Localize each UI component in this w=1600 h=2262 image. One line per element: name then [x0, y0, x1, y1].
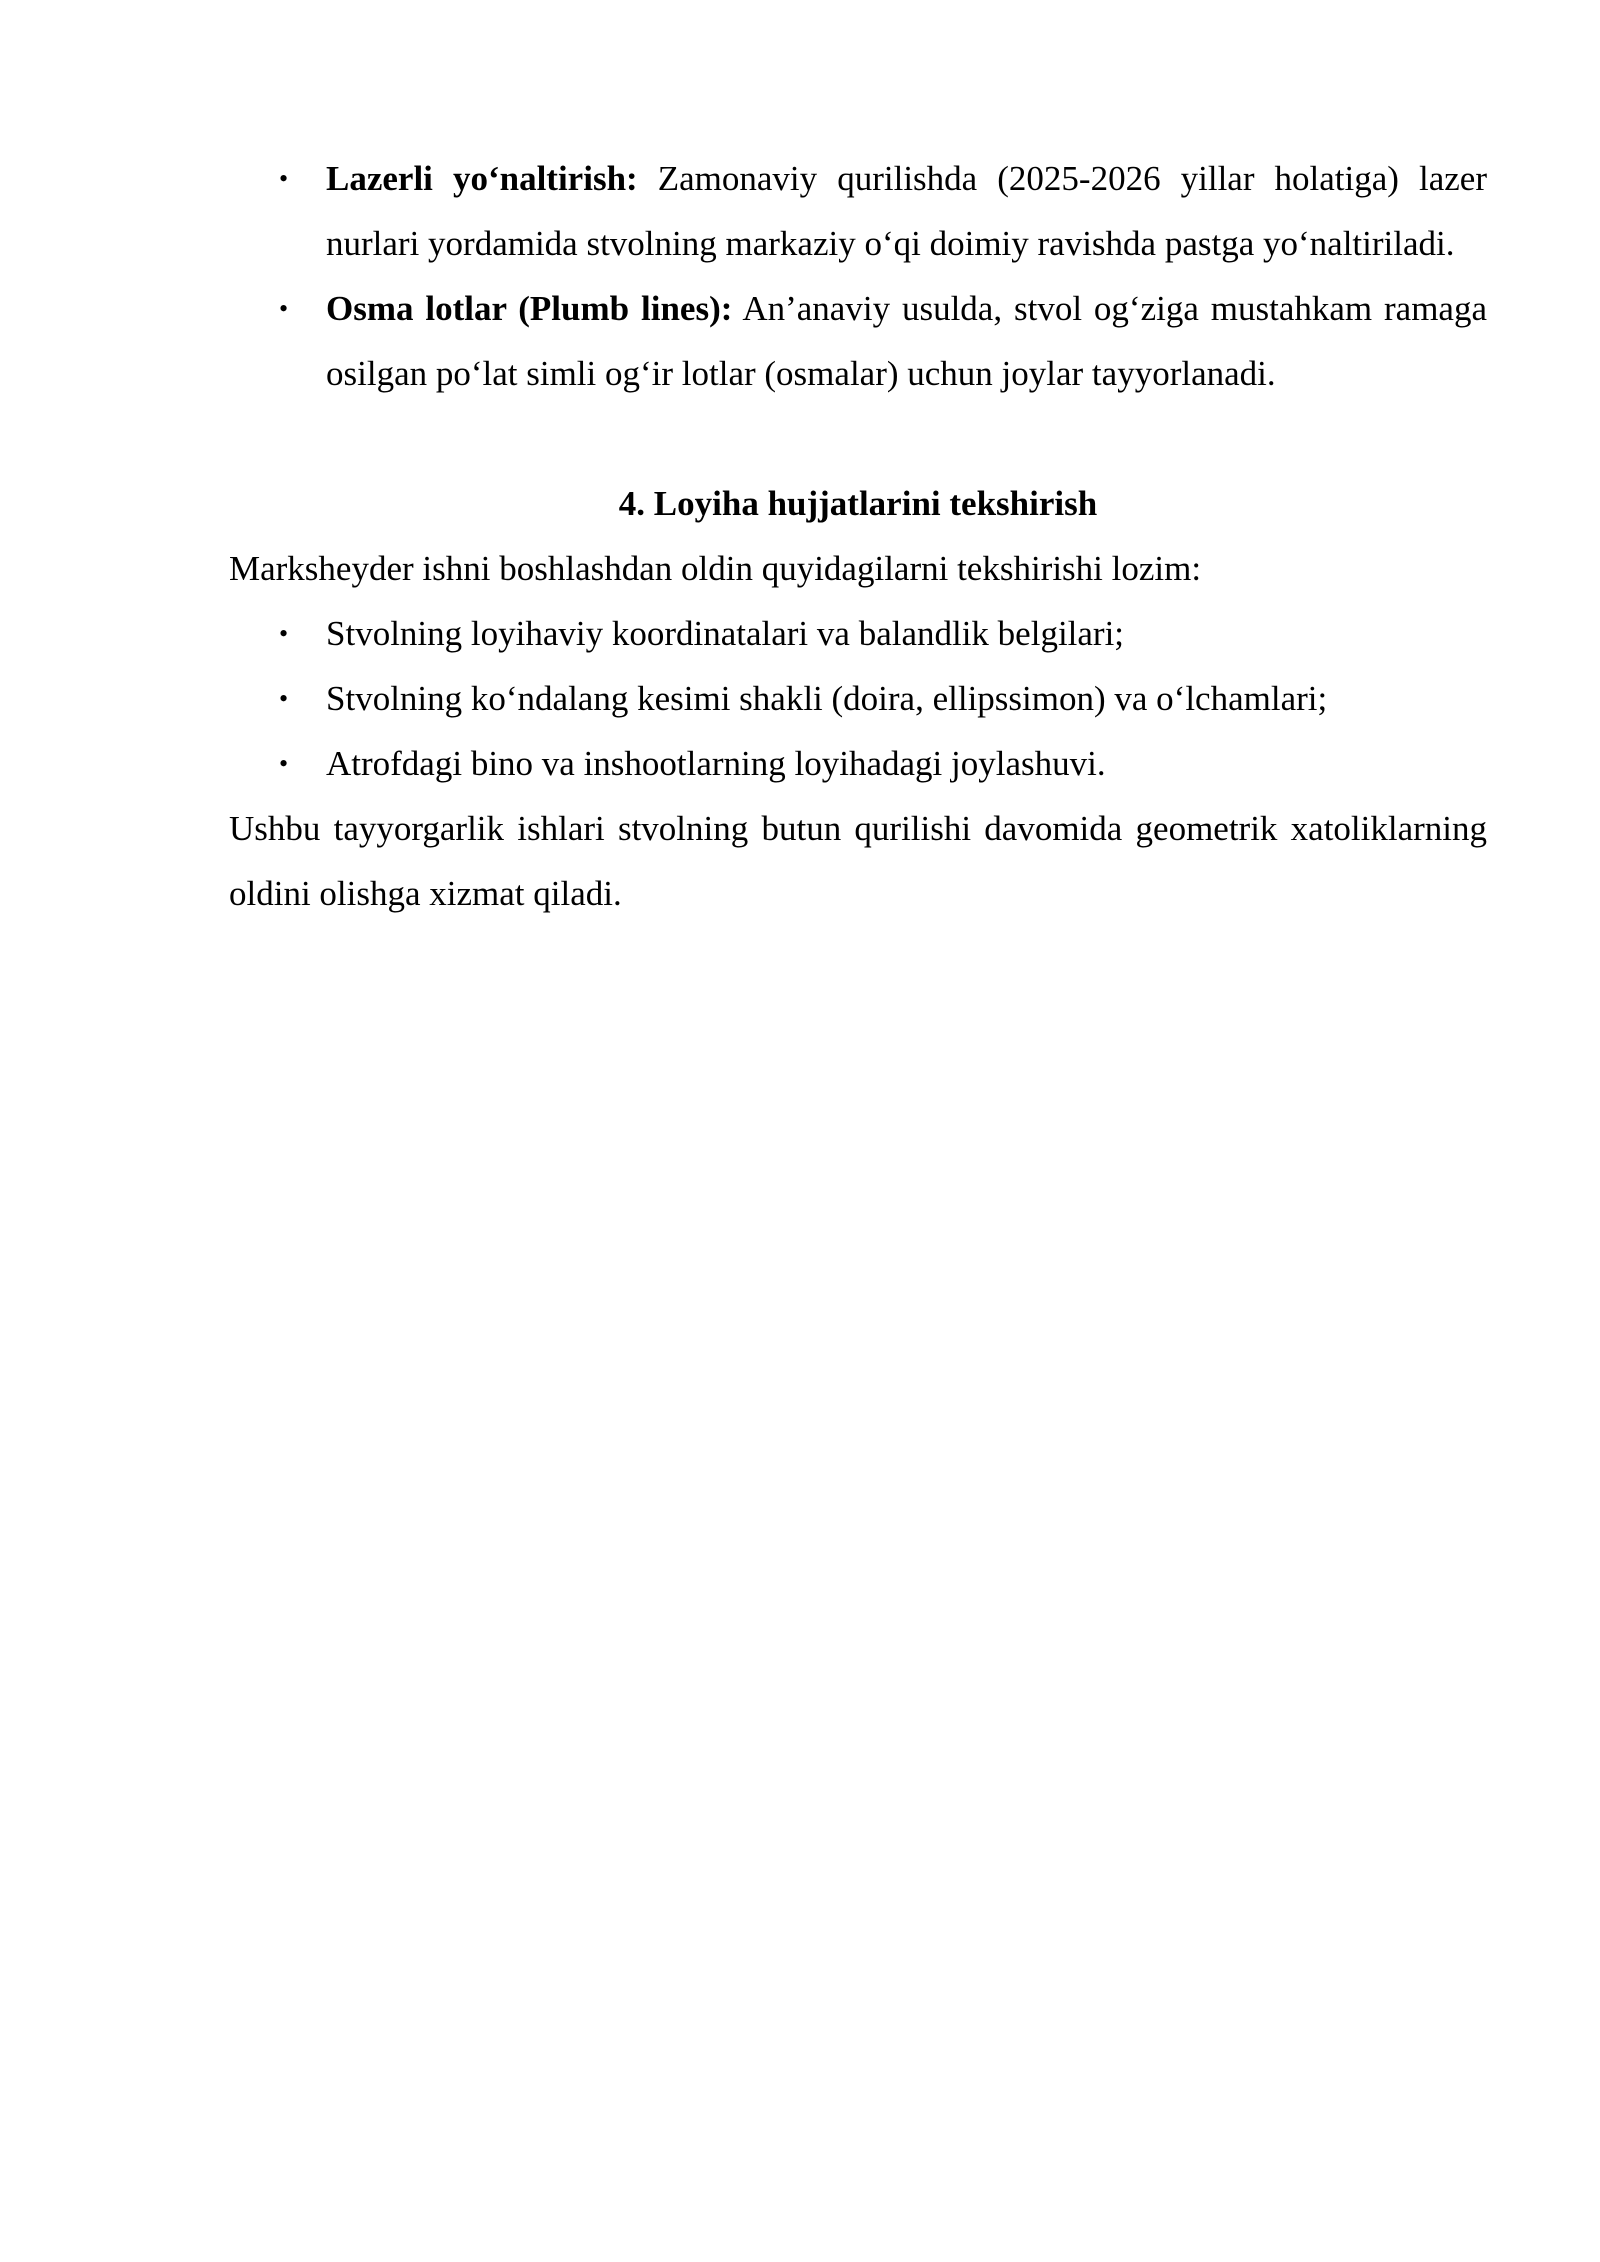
intro-paragraph: Marksheyder ishni boshlashdan oldin quyidagilarni tekshirishi lozim: [229, 549, 1202, 588]
list-item [229, 731, 1487, 796]
bullet-icon: • [279, 684, 289, 713]
bullet-icon: • [279, 619, 289, 648]
list-item-text: Stvolning loyihaviy koordinatalari va balandlik belgilari; [326, 614, 1125, 653]
blank-line [229, 406, 1487, 471]
list-item-laser-guidance [229, 146, 1487, 276]
bullet-icon: • [279, 294, 289, 323]
list-item-text: Stvolning ko‘ndalang kesimi shakli (doira, ellipssimon) va o‘lchamlari; [326, 679, 1328, 718]
top-bullet-list [229, 146, 1487, 406]
section-heading: 4. Loyiha hujjatlarini tekshirish [618, 484, 1098, 523]
list-item-plumb-lines [229, 276, 1487, 406]
list-item [229, 666, 1487, 731]
list-item [229, 601, 1487, 666]
term-label: Osma lotlar (Plumb lines): [326, 289, 733, 328]
list-item-text: Atrofdagi bino va inshootlarning loyihadagi joylashuvi. [326, 744, 1106, 783]
term-label: Lazerli yo‘naltirish: [326, 159, 638, 198]
bullet-icon: • [279, 749, 289, 778]
term-description: Zamonaviy qurilishda (2025-2026 yillar holatiga) lazer nurlari yordamida stvolning markaziy o‘qi doimiy ravishda pastga yo‘naltiriladi. [326, 159, 1487, 263]
bullet-icon: • [279, 164, 289, 193]
checklist [229, 601, 1487, 796]
term-description: An’anaviy usulda, stvol og‘ziga mustahkam ramaga osilgan po‘lat simli og‘ir lotlar (osmalar) uchun joylar tayyorlanadi. [326, 289, 1487, 393]
conclusion-paragraph: Ushbu tayyorgarlik ishlari stvolning butun qurilishi davomida geometrik xatoliklarning oldini olishga xizmat qiladi. [229, 809, 1487, 913]
page-content [229, 146, 1487, 926]
